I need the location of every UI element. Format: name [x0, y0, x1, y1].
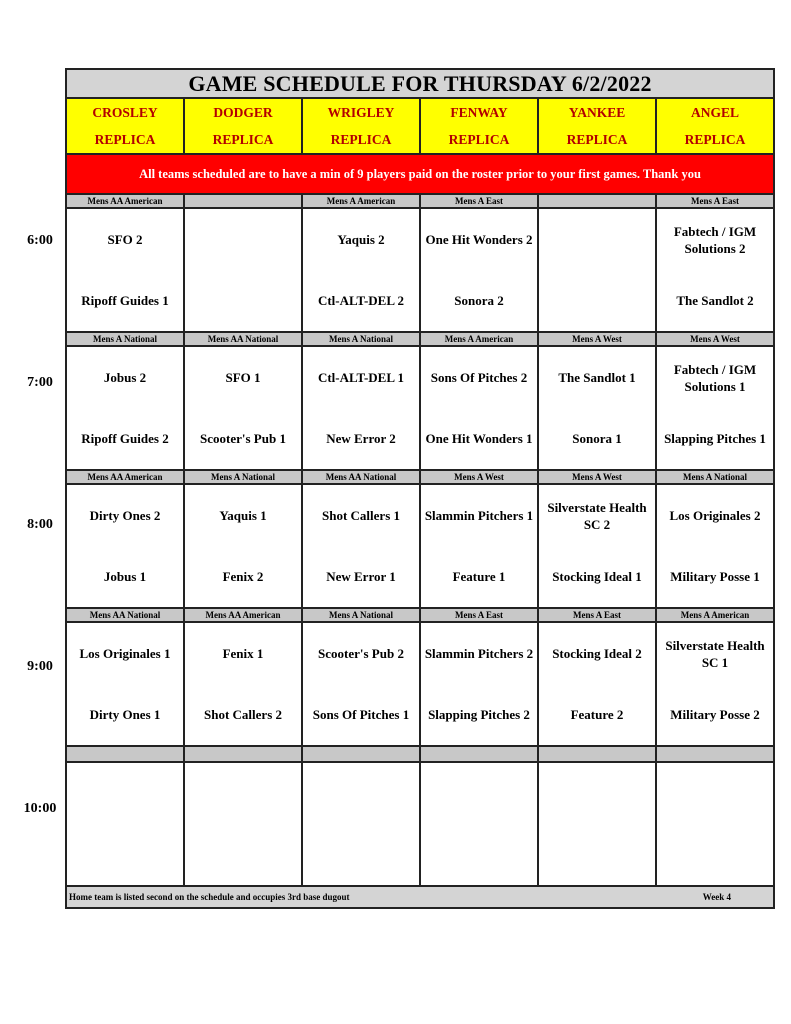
game-cell — [302, 484, 420, 608]
field-sub: REPLICA — [212, 132, 274, 147]
week-label: Week 4 — [702, 892, 731, 902]
spacer-cell — [538, 746, 656, 762]
away-team: Los Originales 1 — [79, 646, 171, 661]
home-team: Dirty Ones 1 — [89, 707, 161, 722]
away-team: Sons Of Pitches 2 — [430, 370, 528, 385]
home-team: Feature 2 — [570, 707, 624, 722]
matchup — [421, 209, 537, 331]
field-sub: REPLICA — [94, 132, 156, 147]
spacer-cell — [66, 746, 184, 762]
game-cell — [656, 622, 774, 746]
spacer-cell — [184, 746, 302, 762]
division-label — [184, 194, 302, 208]
division-label: Mens A East — [656, 194, 774, 208]
game-cell — [420, 208, 538, 332]
home-team: New Error 2 — [326, 431, 396, 446]
field-name: CROSLEY — [92, 105, 158, 120]
field-header-row — [66, 98, 774, 154]
game-cell — [66, 346, 184, 470]
game-cell — [66, 208, 184, 332]
time-label-9: 9:00 — [27, 659, 53, 674]
division-label: Mens A National — [302, 608, 420, 622]
home-team: New Error 1 — [326, 569, 396, 584]
spacer-row — [66, 746, 774, 762]
matchup — [185, 623, 301, 745]
home-team: Shot Callers 2 — [204, 707, 282, 722]
footer-row — [66, 886, 774, 908]
division-label: Mens A West — [420, 470, 538, 484]
away-team: Los Originales 2 — [669, 508, 761, 523]
division-label: Mens A National — [302, 332, 420, 346]
game-cell — [656, 208, 774, 332]
field-header — [184, 98, 302, 154]
division-label: Mens A National — [656, 470, 774, 484]
game-row — [66, 484, 774, 608]
game-cell — [538, 346, 656, 470]
away-team: Fabtech / IGM Solutions 2 — [673, 223, 757, 256]
division-label: Mens AA National — [302, 470, 420, 484]
away-team: Slammin Pitchers 2 — [424, 646, 534, 661]
matchup — [421, 347, 537, 469]
away-team: The Sandlot 1 — [558, 370, 636, 385]
empty-game-cell — [184, 762, 302, 886]
matchup — [185, 209, 301, 331]
schedule-table — [65, 68, 775, 909]
home-team: Ctl-ALT-DEL 2 — [317, 293, 405, 308]
away-team — [185, 209, 301, 270]
away-team: Silverstate Health SC 2 — [547, 499, 647, 532]
matchup — [303, 209, 419, 331]
division-label: Mens A East — [420, 608, 538, 622]
home-team: Jobus 1 — [103, 569, 147, 584]
game-row — [66, 208, 774, 332]
matchup — [67, 209, 183, 331]
empty-game-cell — [656, 762, 774, 886]
division-row — [66, 470, 774, 484]
division-row — [66, 608, 774, 622]
away-team: Silverstate Health SC 1 — [665, 637, 765, 670]
roster-notice: All teams scheduled are to have a min of 9 players paid on the roster prior to your first games. Thank you — [66, 154, 774, 194]
home-team: Military Posse 2 — [670, 707, 760, 722]
game-cell — [538, 484, 656, 608]
footer-cell — [66, 886, 774, 908]
field-sub: REPLICA — [448, 132, 510, 147]
game-cell — [302, 622, 420, 746]
away-team: Jobus 2 — [103, 370, 147, 385]
matchup — [657, 623, 773, 745]
matchup — [421, 623, 537, 745]
home-team: One Hit Wonders 1 — [425, 431, 533, 446]
home-team-note: Home team is listed second on the schedule and occupies 3rd base dugout — [69, 892, 350, 902]
home-team: Stocking Ideal 1 — [552, 569, 642, 584]
game-cell — [420, 484, 538, 608]
time-label-6: 6:00 — [27, 233, 53, 248]
game-cell — [420, 622, 538, 746]
away-team: Fabtech / IGM Solutions 1 — [673, 361, 757, 394]
field-name: DODGER — [213, 105, 273, 120]
field-header — [538, 98, 656, 154]
field-header — [656, 98, 774, 154]
field-sub: REPLICA — [330, 132, 392, 147]
home-team: Sonora 2 — [454, 293, 504, 308]
matchup — [657, 347, 773, 469]
division-label: Mens A East — [538, 608, 656, 622]
home-team: Sonora 1 — [572, 431, 622, 446]
game-cell — [538, 622, 656, 746]
division-label: Mens A West — [538, 470, 656, 484]
division-label: Mens A East — [420, 194, 538, 208]
game-cell — [184, 208, 302, 332]
empty-slot-row — [66, 762, 774, 886]
field-header — [66, 98, 184, 154]
footer-content — [67, 892, 773, 902]
matchup — [539, 347, 655, 469]
home-team: Military Posse 1 — [670, 569, 760, 584]
matchup — [303, 347, 419, 469]
matchup — [539, 209, 655, 331]
division-row — [66, 194, 774, 208]
matchup — [657, 209, 773, 331]
away-team: Fenix 1 — [222, 646, 264, 661]
empty-game-cell — [538, 762, 656, 886]
home-team: Slapping Pitches 2 — [428, 707, 530, 722]
division-row — [66, 332, 774, 346]
away-team: Stocking Ideal 2 — [552, 646, 642, 661]
game-cell — [66, 622, 184, 746]
division-label: Mens AA American — [66, 194, 184, 208]
game-cell — [420, 346, 538, 470]
field-name: FENWAY — [450, 105, 508, 120]
field-sub: REPLICA — [566, 132, 628, 147]
matchup — [657, 485, 773, 607]
away-team: Slammin Pitchers 1 — [424, 508, 534, 523]
game-cell — [184, 622, 302, 746]
spacer-cell — [656, 746, 774, 762]
matchup — [67, 347, 183, 469]
field-name: ANGEL — [690, 105, 739, 120]
away-team: Yaquis 1 — [219, 508, 267, 523]
matchup — [67, 485, 183, 607]
home-team: Slapping Pitches 1 — [664, 431, 766, 446]
game-cell — [184, 346, 302, 470]
game-cell — [302, 346, 420, 470]
page-title: GAME SCHEDULE FOR THURSDAY 6/2/2022 — [66, 69, 774, 98]
matchup — [421, 485, 537, 607]
spacer-cell — [420, 746, 538, 762]
division-label: Mens AA American — [184, 608, 302, 622]
game-cell — [538, 208, 656, 332]
game-cell — [66, 484, 184, 608]
home-team: The Sandlot 2 — [676, 293, 754, 308]
home-team: Feature 1 — [452, 569, 506, 584]
time-label-10: 10:00 — [23, 801, 57, 816]
time-label-8: 8:00 — [27, 517, 53, 532]
matchup — [539, 485, 655, 607]
division-label: Mens A West — [538, 332, 656, 346]
matchup — [67, 623, 183, 745]
division-label: Mens A National — [184, 470, 302, 484]
game-row — [66, 346, 774, 470]
division-label: Mens AA National — [66, 608, 184, 622]
away-team: One Hit Wonders 2 — [425, 232, 533, 247]
division-label: Mens A National — [66, 332, 184, 346]
home-team: Ripoff Guides 1 — [81, 293, 169, 308]
away-team: Yaquis 2 — [337, 232, 385, 247]
away-team: Shot Callers 1 — [322, 508, 400, 523]
matchup — [303, 485, 419, 607]
field-header — [302, 98, 420, 154]
title-row — [66, 69, 774, 98]
away-team: SFO 1 — [225, 370, 261, 385]
game-cell — [656, 484, 774, 608]
away-team: Scooter's Pub 2 — [318, 646, 404, 661]
division-label: Mens A West — [656, 332, 774, 346]
game-cell — [656, 346, 774, 470]
home-team: Scooter's Pub 1 — [200, 431, 286, 446]
game-cell — [302, 208, 420, 332]
field-name: WRIGLEY — [327, 105, 395, 120]
empty-game-cell — [302, 762, 420, 886]
away-team: SFO 2 — [107, 232, 143, 247]
field-header — [420, 98, 538, 154]
matchup — [185, 485, 301, 607]
spacer-cell — [302, 746, 420, 762]
matchup — [185, 347, 301, 469]
field-sub: REPLICA — [684, 132, 746, 147]
empty-game-cell — [66, 762, 184, 886]
game-row — [66, 622, 774, 746]
division-label: Mens A American — [302, 194, 420, 208]
matchup — [303, 623, 419, 745]
empty-game-cell — [420, 762, 538, 886]
division-label: Mens A American — [420, 332, 538, 346]
home-team — [185, 270, 301, 331]
away-team: Dirty Ones 2 — [89, 508, 161, 523]
matchup — [539, 623, 655, 745]
division-label: Mens A American — [656, 608, 774, 622]
notice-row — [66, 154, 774, 194]
division-label: Mens AA American — [66, 470, 184, 484]
division-label: Mens AA National — [184, 332, 302, 346]
away-team: Ctl-ALT-DEL 1 — [317, 370, 405, 385]
time-label-7: 7:00 — [27, 375, 53, 390]
home-team: Ripoff Guides 2 — [81, 431, 169, 446]
game-cell — [184, 484, 302, 608]
division-label — [538, 194, 656, 208]
away-team — [539, 209, 655, 270]
home-team — [539, 270, 655, 331]
home-team: Sons Of Pitches 1 — [312, 707, 410, 722]
home-team: Fenix 2 — [222, 569, 264, 584]
field-name: YANKEE — [568, 105, 626, 120]
